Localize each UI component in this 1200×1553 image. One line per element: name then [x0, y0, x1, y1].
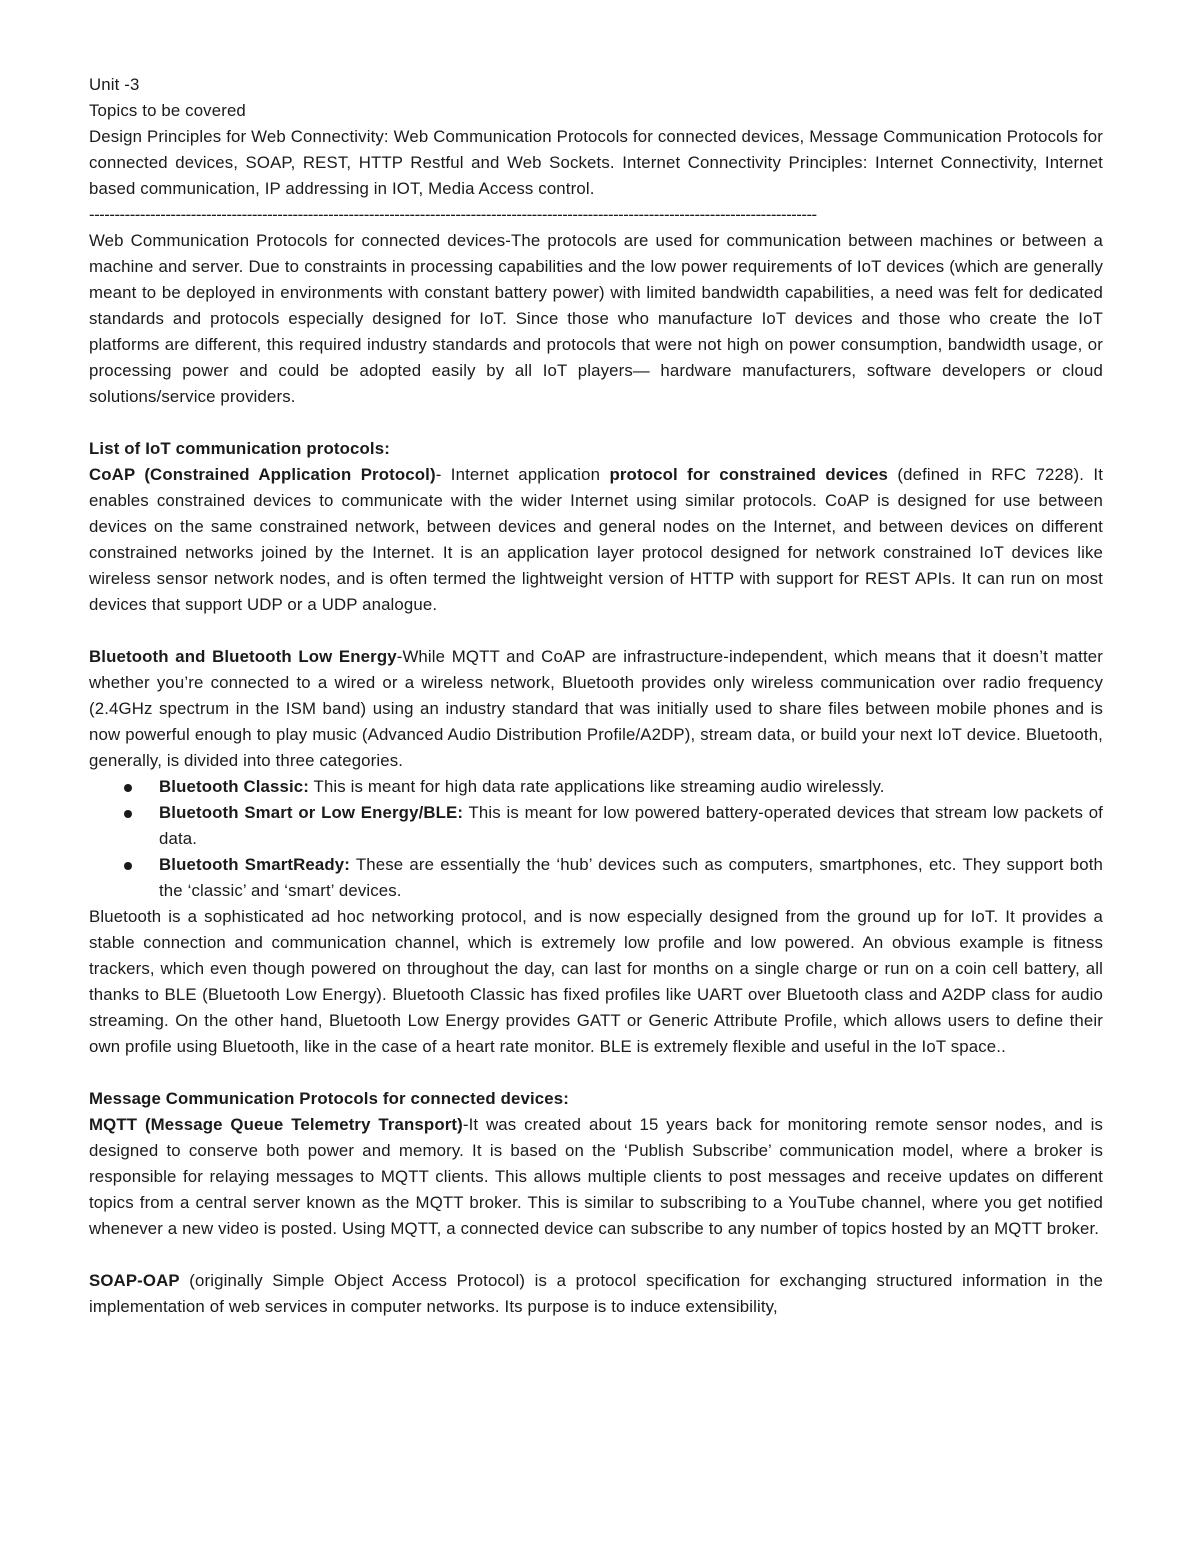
bluetooth-outro-paragraph: Bluetooth is a sophisticated ad hoc networking protocol, and is now especially designed from the ground up for IoT. It provides a stable connection and communication channel, which is extremely low profile and low powered. An obvious example is fitness trackers, which even though powered on throughout the day, can last for months on a single charge or run on a coin cell battery, all thanks to BLE (Bluetooth Low Energy). Bluetooth Classic has fixed profiles like UART over Bluetooth class and A2DP class for audio streaming. On the other hand, Bluetooth Low Energy provides GATT or Generic Attribute Profile, which allows users to define their own profile using Bluetooth, like in the case of a heart rate monitor. BLE is extremely flexible and useful in the IoT space..: [89, 907, 1103, 1056]
topics-title: Topics to be covered: [89, 101, 246, 120]
bullet-icon: [124, 862, 132, 870]
separator-line: -----------------------------------------------------------------------------------------------------------------------------------------------: [89, 205, 817, 224]
list-item: Bluetooth Smart or Low Energy/BLE: This is meant for low powered battery-operated devices that stream low packets of data.: [89, 800, 1103, 852]
document-page: [89, 72, 1103, 1320]
bluetooth-intro-paragraph: Bluetooth and Bluetooth Low Energy-While MQTT and CoAP are infrastructure-independent, which means that it doesn’t matter whether you’re connected to a wired or a wireless network, Bluetooth provides only wireless communication over radio frequency (2.4GHz spectrum in the ISM band) using an industry standard that was initially used to share files between mobile phones and is now powerful enough to play music (Advanced Audio Distribution Profile/A2DP), stream data, or build your next IoT device. Bluetooth, generally, is divided into three categories.: [89, 647, 1103, 770]
iot-protocols-heading: List of IoT communication protocols:: [89, 439, 390, 458]
soap-paragraph: SOAP-OAP (originally Simple Object Access Protocol) is a protocol specification for exchanging structured information in the implementation of web services in computer networks. Its purpose is to induce extensibility,: [89, 1271, 1103, 1316]
coap-title: CoAP (Constrained Application Protocol): [89, 465, 436, 484]
spacer: [89, 1242, 1103, 1268]
bluetooth-title: Bluetooth and Bluetooth Low Energy: [89, 647, 397, 666]
message-protocols-heading: Message Communication Protocols for connected devices:: [89, 1089, 569, 1108]
spacer: [89, 410, 1103, 436]
mqtt-paragraph: MQTT (Message Queue Telemetry Transport)-It was created about 15 years back for monitoring remote sensor nodes, and is designed to conserve both power and memory. It is based on the ‘Publish Subscribe’ communication model, where a broker is responsible for relaying messages to MQTT clients. This allows multiple clients to post messages and receive updates on different topics from a central server known as the MQTT broker. This is similar to subscribing to a YouTube channel, where you get notified whenever a new video is posted. Using MQTT, a connected device can subscribe to any number of topics hosted by an MQTT broker.: [89, 1115, 1103, 1238]
coap-bold-phrase: protocol for constrained devices: [609, 465, 889, 484]
mqtt-title: MQTT (Message Queue Telemetry Transport): [89, 1115, 463, 1134]
soap-title: SOAP-OAP: [89, 1271, 180, 1290]
coap-paragraph: CoAP (Constrained Application Protocol)- Internet application protocol for constrained devices (defined in RFC 7228). It enables constrained devices to communicate with the wider Internet using similar protocols. CoAP is designed for use between devices on the same constrained network, between devices and general nodes on the Internet, and between devices on different constrained networks joined by the Internet. It is an application layer protocol designed for network constrained IoT devices like wireless sensor network nodes, and is often termed the lightweight version of HTTP with support for REST APIs. It can run on most devices that support UDP or a UDP analogue.: [89, 465, 1104, 614]
unit-title: Unit -3: [89, 75, 140, 94]
bullet-icon: [124, 784, 132, 792]
list-item: Bluetooth Classic: This is meant for high data rate applications like streaming audio wirelessly.: [89, 774, 1103, 800]
web-protocols-paragraph: Web Communication Protocols for connected devices-The protocols are used for communication between machines or between a machine and server. Due to constraints in processing capabilities and the low power requirements of IoT devices (which are generally meant to be deployed in environments with constant battery power) with limited bandwidth capabilities, a need was felt for dedicated standards and protocols especially designed for IoT. Since those who manufacture IoT devices and those who create the IoT platforms are different, this required industry standards and protocols that were not high on power consumption, bandwidth usage, or processing power and could be adopted easily by all IoT players— hardware manufacturers, software developers or cloud solutions/service providers.: [89, 231, 1103, 406]
spacer: [89, 618, 1103, 644]
bullet-icon: [124, 810, 132, 818]
topics-text: Design Principles for Web Connectivity: Web Communication Protocols for connected devices, Message Communication Protocols for connected devices, SOAP, REST, HTTP Restful and Web Sockets. Internet Connectivity Principles: Internet Connectivity, Internet based communication, IP addressing in IOT, Media Access control.: [89, 127, 1103, 198]
list-item: Bluetooth SmartReady: These are essentially the ‘hub’ devices such as computers, smartphones, etc. They support both the ‘classic’ and ‘smart’ devices.: [89, 852, 1103, 904]
bluetooth-categories-list: [89, 774, 1103, 904]
spacer: [89, 1060, 1103, 1086]
